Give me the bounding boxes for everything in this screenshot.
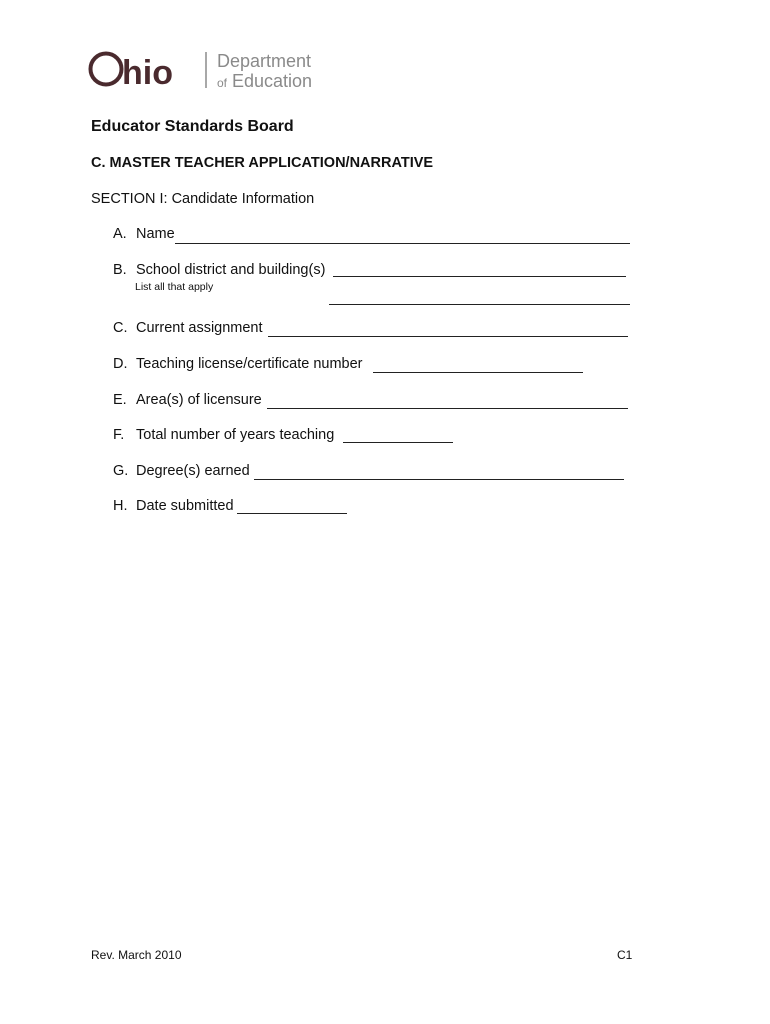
logo-of-text: of	[217, 76, 228, 90]
field-label-current-assignment: Current assignment	[136, 320, 263, 336]
logo-education-text: Education	[232, 71, 313, 91]
field-letter: F.	[113, 427, 125, 443]
field-degrees-earned	[113, 463, 633, 485]
footer-revision: Rev. March 2010	[91, 948, 182, 962]
school-district-sub-label: List all that apply	[135, 281, 214, 293]
field-letter: D.	[113, 356, 128, 372]
field-license-number	[113, 356, 633, 378]
field-label-school-district: School district and building(s)	[136, 262, 326, 278]
footer-page-number: C1	[617, 948, 633, 962]
degrees-earned-input-line[interactable]	[254, 479, 624, 480]
field-date-submitted	[113, 498, 633, 520]
name-input-line[interactable]	[175, 243, 630, 244]
field-current-assignment	[113, 320, 633, 342]
board-title: Educator Standards Board	[91, 118, 294, 135]
field-letter: A.	[113, 226, 127, 242]
current-assignment-input-line[interactable]	[268, 336, 628, 337]
date-submitted-input-line[interactable]	[237, 513, 347, 514]
field-years-teaching	[113, 427, 633, 449]
years-teaching-input-line[interactable]	[343, 442, 453, 443]
field-label-degrees-earned: Degree(s) earned	[136, 463, 250, 479]
ohio-department-of-education-logo	[88, 48, 328, 92]
field-label-license-number: Teaching license/certificate number	[136, 356, 363, 372]
field-label-date-submitted: Date submitted	[136, 498, 234, 514]
school-district-input-line[interactable]	[333, 276, 626, 277]
field-name	[113, 226, 633, 248]
field-letter: E.	[113, 392, 127, 408]
license-number-input-line[interactable]	[373, 372, 583, 373]
field-letter: B.	[113, 262, 127, 278]
section-title: SECTION I: Candidate Information	[91, 191, 315, 207]
field-letter: G.	[113, 463, 129, 479]
school-district-input-line-2[interactable]	[329, 304, 630, 305]
field-letter: C.	[113, 320, 128, 336]
form-title: C. MASTER TEACHER APPLICATION/NARRATIVE	[91, 155, 434, 171]
area-of-licensure-input-line[interactable]	[267, 408, 628, 409]
field-label-name: Name	[136, 226, 175, 242]
logo-department-text: Department	[217, 51, 312, 71]
field-letter: H.	[113, 498, 128, 514]
field-label-area-of-licensure: Area(s) of licensure	[136, 392, 262, 408]
ohio-wordmark: hio	[122, 54, 173, 92]
field-area-of-licensure	[113, 392, 633, 414]
field-label-years-teaching: Total number of years teaching	[136, 427, 335, 443]
ohio-logo-o-shape	[91, 54, 122, 85]
